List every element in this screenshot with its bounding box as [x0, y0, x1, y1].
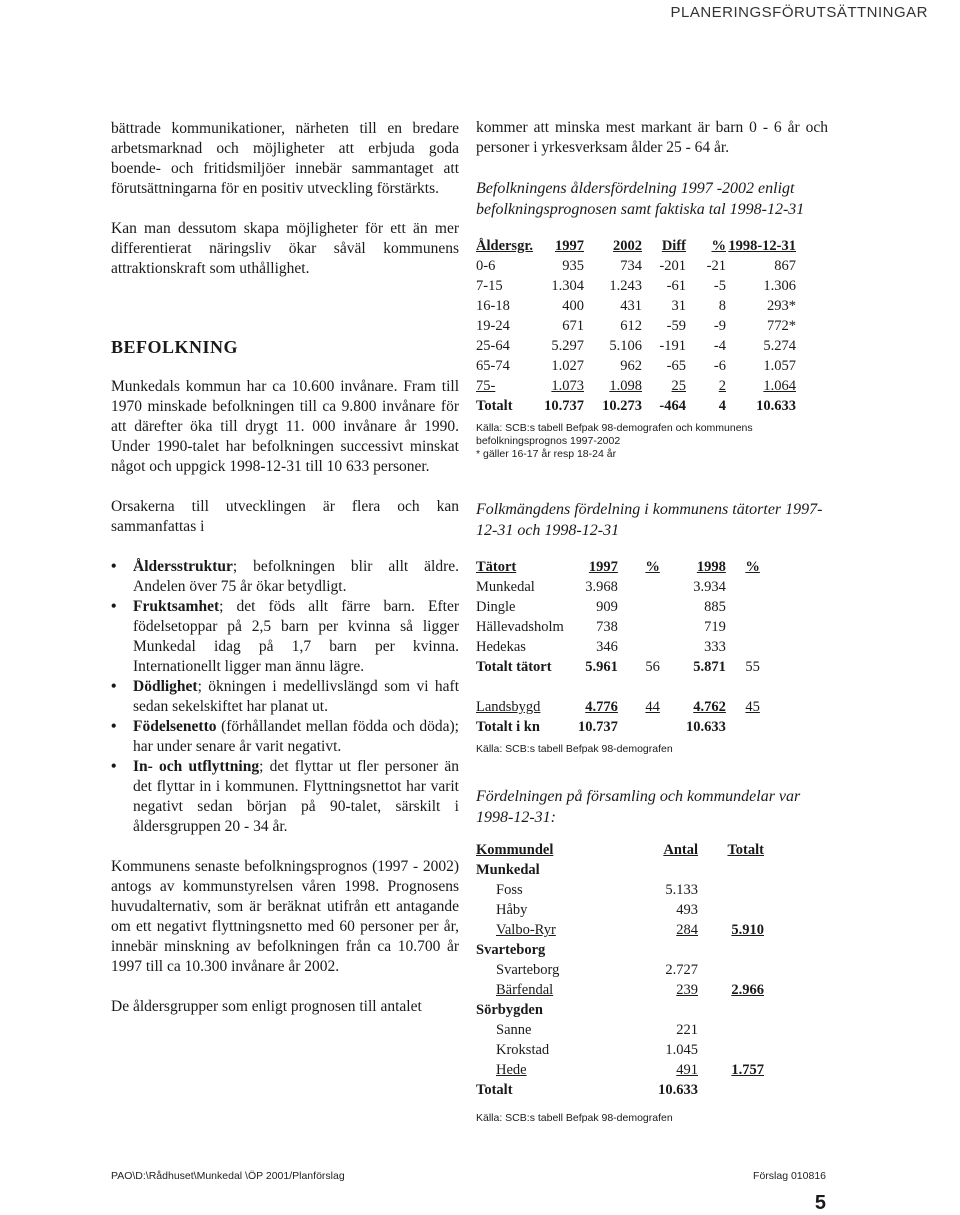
- intro-paragraph: bättrade kommunikationer, närheten till en bredare arbetsmarknad och möjligheter att erbjuda goda boende- och fritidsmiljöer innebär sammantaget att förutsättningarna för en positiv utveckling förstärkts.: [111, 120, 459, 197]
- table-row: Landsbygd 4.776 44 4.762 45: [476, 699, 760, 715]
- age-table: [476, 236, 796, 416]
- table-row: Valbo-Ryr 284 5.910: [496, 922, 764, 938]
- bullet-term: Fruktsamhet: [133, 598, 220, 615]
- table-group-row: Munkedal: [476, 862, 540, 878]
- bullet-text: ; det flyttar ut fler personer än det flyttar in i kommunen. Flyttningsnettot har varit negativt sedan början på 90-talet, särskilt i åldersgruppen 20 - 34 år.: [133, 758, 459, 835]
- table-total-row: Totalt 10.737 10.273 -464 4 10.633: [476, 398, 796, 414]
- header-cell: Diff: [661, 238, 686, 254]
- age-table-caption: Befolkningens åldersfördelning 1997 -2002 enligt befolkningsprognosen samt faktiska tal 1998-12-31: [476, 180, 805, 218]
- table-row: 65-74 1.027 962 -65 -6 1.057: [476, 358, 796, 374]
- table-row: Sanne 221: [496, 1022, 698, 1038]
- table-row: Foss 5.133: [496, 882, 698, 898]
- continuation-paragraph: kommer att minska mest markant är barn 0 - 6 år och personer i yrkesverksam ålder 25 - 64 år.: [476, 119, 828, 156]
- table-header-row: [476, 236, 796, 256]
- header-cell: 2002: [613, 238, 642, 254]
- causes-list: [111, 557, 459, 837]
- table-row: 0-6 935 734 -201 -21 867: [476, 258, 796, 274]
- bullet-text: ; ökningen i medellivslängd som vi haft sedan sekelskiftet har planat ut.: [133, 678, 459, 715]
- footer-path: PAO\D:\Rådhuset\Munkedal \ÖP 2001/Planförslag: [111, 1170, 345, 1182]
- running-header: PLANERINGSFÖRUTSÄTTNINGAR: [670, 4, 928, 21]
- list-item: [111, 557, 459, 597]
- urban-table-source: Källa: SCB:s tabell Befpak 98-demografen: [476, 743, 673, 755]
- header-cell: Åldersgr.: [476, 238, 534, 254]
- list-item: [111, 757, 459, 837]
- bullet-text: ; det föds allt färre barn. Efter födelsetoppar på 2,5 barn per kvinna så ligger Munkedal idag på 1,7 barn per kvinna. Internationellt ligger man ännu lägre.: [133, 598, 459, 675]
- table-row: Totalt tätort 5.961 56 5.871 55: [476, 659, 760, 675]
- bullet-text: (förhållandet mellan födda och döda); har under senare år varit negativt.: [133, 718, 459, 755]
- bullet-term: Dödlighet: [133, 678, 198, 695]
- table-group-row: Sörbygden: [476, 1002, 543, 1018]
- age-groups-paragraph: De åldersgrupper som enligt prognosen till antalet: [111, 998, 422, 1015]
- table-row: 16-18 400 431 31 8 293*: [476, 298, 796, 314]
- table-total-row: Totalt 10.633: [476, 1082, 698, 1098]
- page-number: 5: [814, 1192, 826, 1214]
- bullet-text: ; befolkningen blir allt äldre. Andelen över 75 år ökar betydligt.: [133, 558, 459, 595]
- list-item: [111, 717, 459, 757]
- section-heading: BEFOLKNING: [111, 337, 239, 357]
- table-header-row: Tätort 1997 % 1998 %: [476, 559, 760, 575]
- urban-table: [476, 557, 760, 737]
- header-cell: %: [711, 238, 726, 254]
- business-paragraph: Kan man dessutom skapa möjligheter för ett än mer differentierat näringsliv ökar såväl kommunens attraktionskraft som uthållighet.: [111, 220, 459, 277]
- age-table-source: Källa: SCB:s tabell Befpak 98-demografen och kommunens befolkningsprognos 1997-2002: [476, 422, 753, 447]
- list-item: [111, 597, 459, 677]
- header-cell: 1998-12-31: [728, 238, 796, 254]
- forecast-paragraph: Kommunens senaste befolkningsprognos (1997 - 2002) antogs av kommunstyrelsen våren 1998. Prognosens huvudalternativ, som är beräknat utifrån ett antagande om ett negativt flyttningsnetto med 60 personer per år, innebär minskning av befolkningen från ca 10.700 år 1997 till ca 10.300 invånare år 2002.: [111, 858, 459, 975]
- urban-table-caption: Folkmängdens fördelning i kommunens tätorter 1997-12-31 och 1998-12-31: [476, 501, 823, 539]
- list-item: [111, 677, 459, 717]
- bullet-term: Åldersstruktur: [133, 558, 233, 575]
- bullet-term: In- och utflyttning: [133, 758, 260, 775]
- table-row: Håby 493: [496, 902, 698, 918]
- table-row: Svarteborg 2.727: [496, 962, 698, 978]
- parish-table: [476, 840, 764, 1100]
- bullet-term: Födelsenetto: [133, 718, 217, 735]
- table-row: Hede 491 1.757: [496, 1062, 764, 1078]
- table-row: 75- 1.073 1.098 25 2 1.064: [476, 378, 796, 394]
- parish-table-caption: Fördelningen på församling och kommundelar var 1998-12-31:: [476, 788, 801, 826]
- table-group-row: Svarteborg: [476, 942, 546, 958]
- table-row: Bärfendal 239 2.966: [496, 982, 764, 998]
- population-paragraph: Munkedals kommun har ca 10.600 invånare. Fram till 1970 minskade befolkningen till ca 9.800 invånare för att därefter öka till drygt 11. 000 invånare år 1990. Under 1990-talet har befolkningen successivt minskat något och uppgick 1998-12-31 till 10 633 personer.: [111, 378, 459, 475]
- parish-table-source: Källa: SCB:s tabell Befpak 98-demografen: [476, 1112, 673, 1124]
- right-column: [476, 118, 828, 1125]
- left-column: [111, 119, 459, 1017]
- table-total-row: Totalt i kn 10.737 10.633: [476, 719, 726, 735]
- age-table-footnote: * gäller 16-17 år resp 18-24 år: [476, 448, 617, 460]
- causes-paragraph: Orsakerna till utvecklingen är flera och kan sammanfattas i: [111, 498, 459, 535]
- footer-version: Förslag 010816: [753, 1170, 826, 1182]
- table-row: 7-15 1.304 1.243 -61 -5 1.306: [476, 278, 796, 294]
- table-row: Hällevadsholm 738 719: [476, 619, 726, 635]
- table-header-row: Kommundel Antal Totalt: [476, 842, 764, 858]
- table-row: 19-24 671 612 -59 -9 772*: [476, 318, 796, 334]
- table-row: 25-64 5.297 5.106 -191 -4 5.274: [476, 338, 796, 354]
- table-row: Munkedal 3.968 3.934: [476, 579, 726, 595]
- table-row: Hedekas 346 333: [476, 639, 726, 655]
- table-row: Dingle 909 885: [476, 599, 726, 615]
- header-cell: 1997: [555, 238, 584, 254]
- table-row: Krokstad 1.045: [496, 1042, 698, 1058]
